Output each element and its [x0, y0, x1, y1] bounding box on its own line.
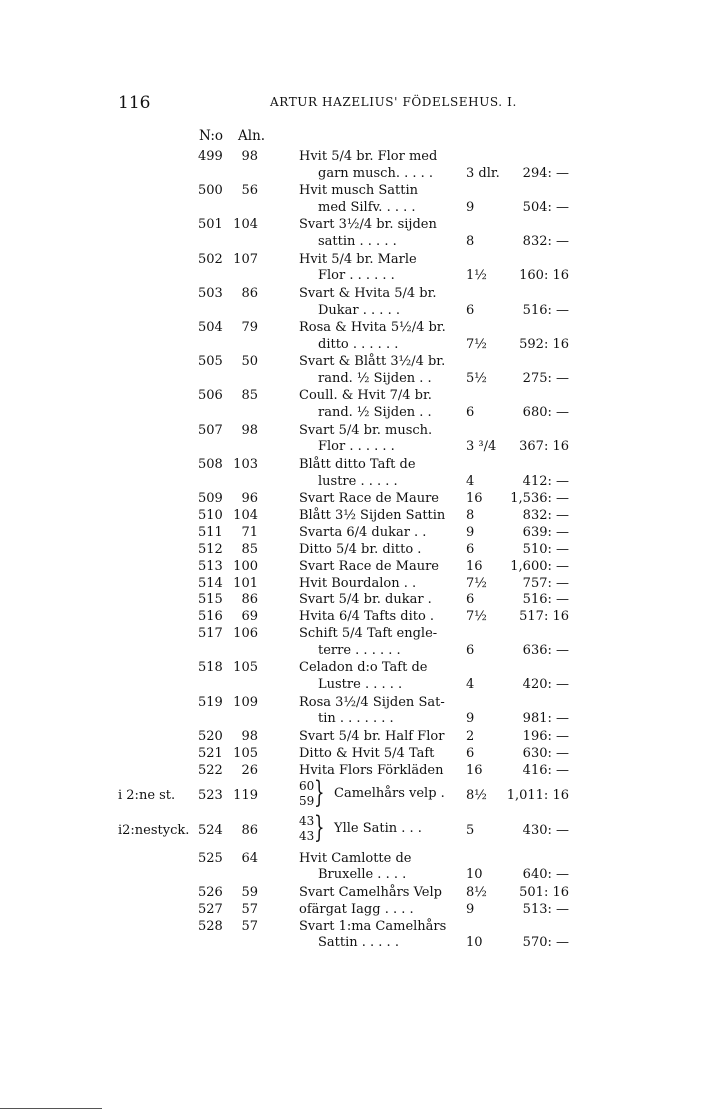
item-description: Hvit 5/4 br. Marle [299, 251, 417, 267]
ledger-row [0, 456, 704, 489]
item-aln: 50 [241, 354, 258, 370]
item-number: 507 [198, 422, 223, 438]
item-description: Ditto 5/4 br. ditto . [299, 541, 422, 557]
item-number: 505 [198, 354, 223, 370]
item-number: 500 [198, 183, 223, 199]
item-price: 516: — [522, 302, 569, 318]
item-number: 514 [198, 575, 223, 591]
item-number: 512 [198, 541, 223, 557]
item-number: 527 [198, 901, 223, 917]
ledger-row [0, 387, 704, 421]
item-price: 1,011: 16 [506, 787, 569, 803]
item-quantity: 5½ [466, 371, 487, 387]
item-quantity: 16 [466, 491, 483, 506]
item-aln: 98 [241, 728, 258, 744]
item-description: Svart 3½/4 br. sijden [299, 217, 437, 233]
ledger-row [0, 901, 704, 918]
ledger-row [0, 728, 704, 745]
item-description: Svart 5/4 br. Half Flor [299, 728, 445, 744]
item-description-cont: garn musch. . . . . [318, 165, 434, 181]
item-price: 680: — [522, 405, 569, 421]
item-quantity: 5 [466, 823, 475, 838]
item-aln: 104 [233, 217, 258, 233]
ledger-row [0, 558, 704, 575]
item-quantity: 4 [466, 677, 475, 693]
item-description-cont: rand. ½ Sijden . . [318, 371, 432, 387]
item-price: 412: — [522, 473, 569, 489]
brace-icon: } [314, 774, 325, 810]
item-description-cont: ditto . . . . . . [318, 336, 399, 352]
item-quantity: 3 dlr. [466, 165, 500, 181]
item-number: 510 [198, 507, 223, 523]
ledger-row [0, 524, 704, 541]
item-description-cont: sattin . . . . . [318, 234, 397, 250]
item-number: 509 [198, 491, 223, 506]
brace-icon: } [314, 810, 325, 845]
ledger-row [0, 591, 704, 608]
side-note: i 2:ne st. [118, 787, 176, 803]
item-number: 499 [198, 149, 223, 164]
item-number: 523 [198, 787, 223, 803]
item-aln: 101 [233, 575, 258, 591]
item-aln: 64 [241, 850, 258, 866]
item-price: 501: 16 [519, 884, 569, 900]
item-number: 516 [198, 609, 223, 625]
ledger-row [0, 422, 704, 455]
ledger-row [0, 659, 704, 693]
item-description-cont: med Silfv. . . . . [318, 200, 416, 216]
item-aln: 85 [241, 388, 258, 404]
item-number: 518 [198, 660, 223, 676]
running-head: ARTUR HAZELIUS' FÖDELSEHUS. I. [270, 95, 517, 109]
item-aln: 106 [233, 626, 258, 642]
item-quantity: 7½ [466, 575, 487, 591]
item-quantity: 6 [466, 745, 475, 761]
item-aln: 85 [241, 541, 258, 557]
bottom-rule [0, 1108, 102, 1109]
item-description: Camelhårs velp . [334, 785, 445, 801]
item-price: 640: — [522, 867, 569, 883]
item-price: 832: — [522, 507, 569, 523]
item-quantity: 9 [466, 901, 475, 917]
item-quantity: 8½ [466, 787, 487, 803]
item-price: 636: — [522, 643, 569, 659]
brace-number-bottom: 59 [299, 793, 315, 808]
item-price: 981: — [522, 711, 569, 727]
item-description: Rosa 3½/4 Sijden Sat- [299, 694, 445, 710]
side-note: i2:nestyck. [118, 823, 190, 838]
item-price: 570: — [522, 935, 569, 951]
ledger-row [0, 694, 704, 727]
page-number: 116 [118, 93, 151, 113]
item-description: Hvit Camlotte de [299, 850, 412, 866]
item-quantity: 6 [466, 302, 475, 318]
item-quantity: 6 [466, 643, 475, 659]
item-number: 519 [198, 694, 223, 710]
item-price: 430: — [522, 823, 569, 838]
item-description-cont: Lustre . . . . . [318, 677, 403, 693]
item-description-cont: tin . . . . . . . [318, 711, 394, 727]
item-description: Svart Camelhårs Velp [299, 884, 442, 900]
item-description: Celadon d:o Taft de [299, 660, 428, 676]
item-description: Hvit Bourdalon . . [299, 575, 417, 591]
item-description: Hvita 6/4 Tafts dito . [299, 609, 435, 625]
ledger-row [0, 625, 704, 659]
item-number: 526 [198, 884, 223, 900]
item-description: Hvita Flors Förkläden [299, 762, 444, 778]
item-number: 515 [198, 592, 223, 608]
item-price: 516: — [522, 592, 569, 608]
item-aln: 59 [241, 884, 258, 900]
item-aln: 107 [233, 251, 258, 267]
item-price: 196: — [522, 728, 569, 744]
item-description-cont: rand. ½ Sijden . . [318, 405, 432, 421]
item-quantity: 6 [466, 592, 475, 608]
item-description: Hvit musch Sattin [299, 183, 418, 199]
item-quantity: 2 [466, 728, 475, 744]
ledger-row [0, 810, 704, 845]
item-number: 511 [198, 524, 223, 540]
item-quantity: 9 [466, 711, 475, 727]
item-aln: 69 [241, 609, 258, 625]
item-price: 367: 16 [519, 439, 569, 455]
item-aln: 86 [241, 285, 258, 301]
item-price: 275: — [522, 371, 569, 387]
item-aln: 98 [241, 422, 258, 438]
item-description: Svart Race de Maure [299, 558, 440, 574]
item-price: 420: — [522, 677, 569, 693]
item-aln: 26 [241, 762, 258, 778]
item-aln: 57 [241, 901, 258, 917]
item-quantity: 7½ [466, 609, 487, 625]
item-description: Coull. & Hvit 7/4 br. [299, 388, 432, 404]
ledger-row [0, 918, 704, 951]
item-description: Blått 3½ Sijden Sattin [299, 507, 446, 523]
item-description: Ditto & Hvit 5/4 Taft [299, 745, 435, 761]
item-aln: 57 [241, 918, 258, 934]
item-description: Svart & Blått 3½/4 br. [299, 354, 446, 370]
item-quantity: 6 [466, 541, 475, 557]
item-quantity: 3 ³/4 [466, 439, 497, 455]
item-description-cont: Flor . . . . . . [318, 268, 395, 284]
ledger-row [0, 148, 704, 181]
item-quantity: 9 [466, 200, 475, 216]
item-quantity: 8 [466, 234, 475, 250]
item-price: 160: 16 [519, 268, 569, 284]
item-quantity: 1½ [466, 268, 487, 284]
ledger-row [0, 608, 704, 625]
ledger-row [0, 745, 704, 762]
item-price: 630: — [522, 745, 569, 761]
item-quantity: 8½ [466, 884, 487, 900]
item-aln: 103 [233, 456, 258, 472]
item-number: 503 [198, 285, 223, 301]
column-header-number: N:o [199, 128, 224, 144]
brace-number-bottom: 43 [299, 829, 315, 843]
item-description: Svart & Hvita 5/4 br. [299, 285, 437, 301]
item-aln: 86 [241, 592, 258, 608]
ledger-row [0, 850, 704, 883]
item-aln: 56 [241, 183, 258, 199]
item-number: 525 [198, 850, 223, 866]
item-quantity: 6 [466, 405, 475, 421]
item-description: Blått ditto Taft de [299, 456, 416, 472]
item-quantity: 10 [466, 935, 483, 951]
brace-number-top: 60 [299, 778, 315, 793]
item-aln: 86 [241, 823, 258, 838]
item-description: ofärgat Iagg . . . . [299, 901, 414, 917]
ledger-row [0, 884, 704, 901]
item-aln: 98 [241, 149, 258, 164]
ledger-row [0, 762, 704, 779]
item-description: Ylle Satin . . . [334, 821, 422, 836]
item-number: 513 [198, 558, 223, 574]
item-price: 294: — [522, 165, 569, 181]
item-number: 504 [198, 320, 223, 335]
item-description: Svart 1:ma Camelhårs [299, 918, 447, 934]
item-number: 501 [198, 217, 223, 233]
item-aln: 71 [241, 524, 258, 540]
item-description-cont: Bruxelle . . . . [318, 867, 407, 883]
item-number: 528 [198, 918, 223, 934]
item-price: 510: — [522, 541, 569, 557]
ledger-row [0, 353, 704, 387]
ledger-row [0, 182, 704, 216]
item-number: 506 [198, 388, 223, 404]
item-aln: 119 [233, 787, 258, 803]
ledger-row [0, 774, 704, 810]
column-header-aln: Aln. [238, 128, 266, 144]
ledger-row [0, 251, 704, 284]
item-quantity: 16 [466, 558, 483, 574]
item-description-cont: Dukar . . . . . [318, 302, 400, 318]
item-aln: 105 [233, 745, 258, 761]
item-quantity: 10 [466, 867, 483, 883]
item-quantity: 4 [466, 473, 475, 489]
item-price: 416: — [522, 762, 569, 778]
item-aln: 105 [233, 660, 258, 676]
ledger-row [0, 490, 704, 507]
item-number: 502 [198, 251, 223, 267]
item-price: 757: — [522, 575, 569, 591]
item-aln: 79 [241, 320, 258, 335]
item-aln: 104 [233, 507, 258, 523]
item-description-cont: terre . . . . . . [318, 643, 401, 659]
item-price: 832: — [522, 234, 569, 250]
ledger-row [0, 319, 704, 352]
item-price: 504: — [522, 200, 569, 216]
item-description-cont: Flor . . . . . . [318, 439, 395, 455]
item-number: 522 [198, 762, 223, 778]
item-aln: 96 [241, 491, 258, 506]
brace-number-top: 43 [299, 814, 315, 828]
item-description: Svart 5/4 br. dukar . [299, 592, 432, 608]
item-description: Svarta 6/4 dukar . . [299, 524, 427, 540]
item-description-cont: lustre . . . . . [318, 473, 398, 489]
item-price: 1,536: — [510, 491, 569, 506]
item-number: 524 [198, 823, 223, 838]
ledger-row [0, 507, 704, 524]
ledger-row [0, 216, 704, 250]
item-description: Svart 5/4 br. musch. [299, 422, 433, 438]
item-price: 513: — [522, 901, 569, 917]
item-price: 517: 16 [519, 609, 569, 625]
ledger-row [0, 541, 704, 558]
item-quantity: 8 [466, 507, 475, 523]
item-quantity: 9 [466, 524, 475, 540]
ledger-row [0, 285, 704, 318]
ledger-row [0, 575, 704, 592]
item-description: Svart Race de Maure [299, 491, 440, 506]
item-price: 639: — [522, 524, 569, 540]
item-price: 592: 16 [519, 336, 569, 352]
item-number: 521 [198, 745, 223, 761]
item-description: Hvit 5/4 br. Flor med [299, 149, 438, 164]
item-aln: 100 [233, 558, 258, 574]
item-quantity: 16 [466, 762, 483, 778]
item-number: 508 [198, 456, 223, 472]
item-quantity: 7½ [466, 336, 487, 352]
item-description: Schift 5/4 Taft engle- [299, 626, 438, 642]
item-number: 517 [198, 626, 223, 642]
item-description-cont: Sattin . . . . . [318, 935, 399, 951]
item-number: 520 [198, 728, 223, 744]
item-description: Rosa & Hvita 5½/4 br. [299, 320, 446, 335]
item-price: 1,600: — [510, 558, 569, 574]
item-aln: 109 [233, 694, 258, 710]
